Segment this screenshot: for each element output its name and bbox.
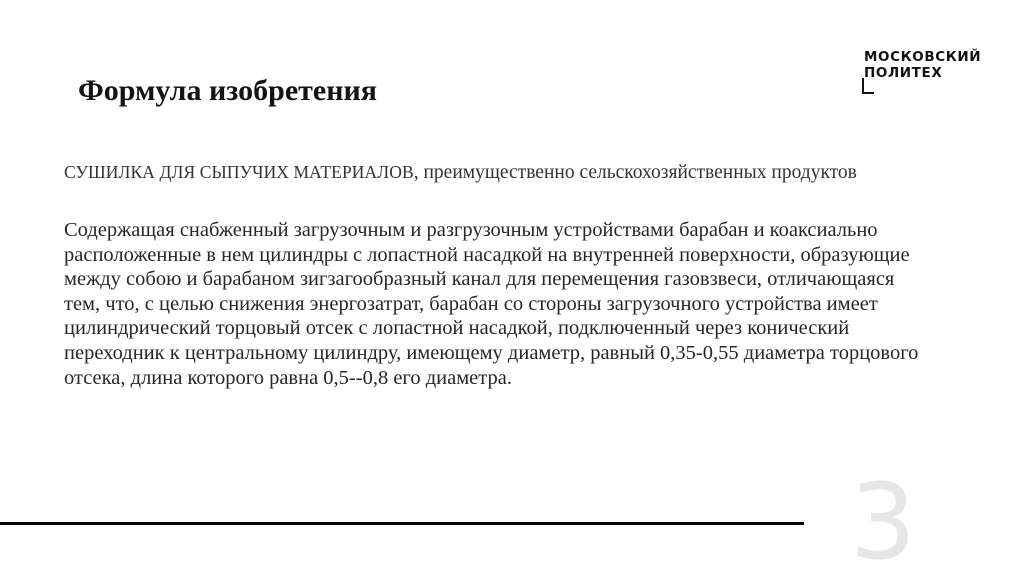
logo-line-1: МОСКОВСКИЙ	[864, 49, 982, 65]
patent-subject	[64, 160, 884, 185]
slide-title: Формула изобретения	[78, 74, 378, 107]
logo-line-2: ПОЛИТЕХ	[864, 65, 943, 81]
patent-claim-text: Содержащая снабженный загрузочным и разгрузочным устройствами барабан и коаксиально расположенные в нем цилиндры с лопастной насадкой на внутренней поверхности, образующие между собою и барабаном зигзагообразный канал для перемещения газовзвеси, отличающаяся тем, что, с целью снижения энергозатрат, барабан со стороны загрузочного устройства имеет цилиндрический торцовый отсек с лопастной насадкой, подключенный через конический переходник к центральному цилиндру, имеющему диаметр, равный 0,35-0,55 диаметра торцового отсека, длина которого равна 0,5--0,8 его диаметра.	[64, 219, 919, 389]
patent-subject-caps: СУШИЛКА ДЛЯ СЫПУЧИХ МАТЕРИАЛОВ	[64, 162, 414, 182]
patent-subject-rest: , преимущественно сельскохозяйственных продуктов	[413, 162, 857, 183]
footer-divider	[0, 522, 804, 525]
page-number: 3	[850, 461, 917, 574]
logo-bracket-mark	[862, 78, 874, 94]
brand-logo	[864, 49, 984, 81]
